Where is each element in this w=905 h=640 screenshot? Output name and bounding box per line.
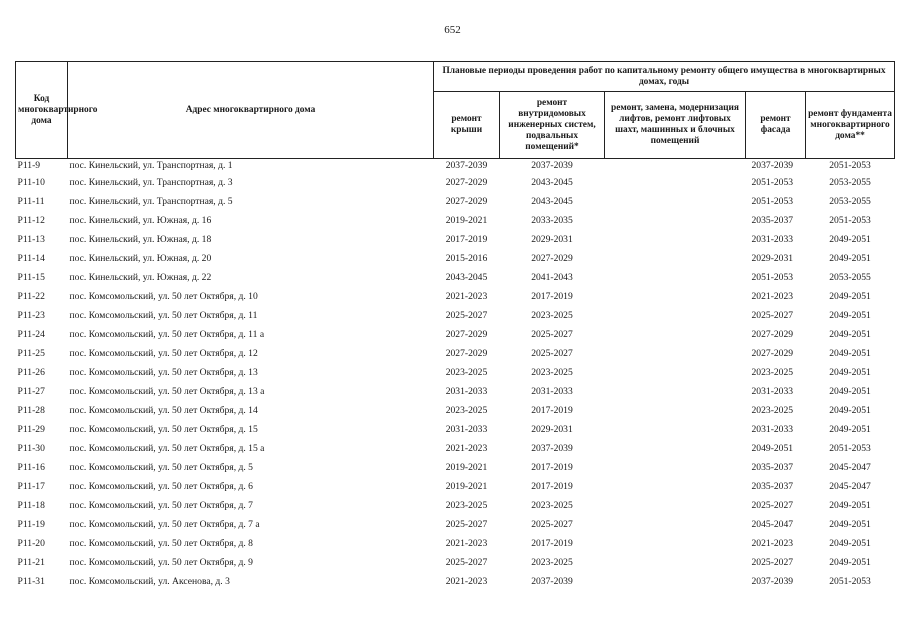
cell-address: пос. Кинельский, ул. Южная, д. 22 (69, 272, 212, 283)
table-row (16, 404, 895, 423)
cell-roof: 2025-2027 (445, 310, 488, 321)
cell-facade: 2025-2027 (751, 310, 794, 321)
cell-foundation: 2049-2051 (829, 557, 871, 568)
cell-engineering: 2023-2025 (531, 367, 573, 378)
header-code: Код многоквартирного дома (16, 62, 68, 159)
cell-foundation: 2045-2047 (829, 462, 871, 473)
cell-foundation: 2049-2051 (829, 405, 871, 416)
cell-lifts (605, 423, 746, 442)
cell-facade: 2045-2047 (751, 519, 794, 530)
cell-engineering: 2041-2043 (531, 272, 573, 283)
table-row (16, 176, 895, 195)
cell-code: P11-31 (17, 576, 45, 587)
cell-lifts (605, 442, 746, 461)
cell-code: P11-17 (17, 481, 45, 492)
cell-foundation: 2049-2051 (829, 367, 871, 378)
cell-code: P11-12 (17, 215, 45, 226)
cell-code: P11-18 (17, 500, 45, 511)
cell-engineering: 2025-2027 (531, 519, 573, 530)
cell-engineering: 2023-2025 (531, 557, 573, 568)
cell-engineering: 2023-2025 (531, 500, 573, 511)
cell-engineering: 2029-2031 (531, 234, 573, 245)
cell-facade: 2051-2053 (751, 272, 794, 283)
cell-lifts (605, 159, 746, 177)
cell-code: P11-19 (17, 519, 45, 530)
cell-roof: 2023-2025 (445, 405, 488, 416)
table-row (16, 328, 895, 347)
cell-engineering: 2043-2045 (531, 196, 573, 207)
cell-address: пос. Комсомольский, ул. 50 лет Октября, д. 15 а (69, 443, 265, 454)
cell-lifts (605, 252, 746, 271)
cell-facade: 2021-2023 (751, 291, 794, 302)
cell-roof: 2043-2045 (445, 272, 488, 283)
cell-lifts (605, 461, 746, 480)
cell-foundation: 2051-2053 (829, 576, 871, 587)
cell-roof: 2027-2029 (445, 196, 488, 207)
cell-foundation: 2051-2053 (829, 215, 871, 226)
table-row (16, 556, 895, 575)
cell-code: P11-21 (17, 557, 45, 568)
cell-facade: 2023-2025 (751, 405, 794, 416)
cell-address: пос. Комсомольский, ул. 50 лет Октября, д. 10 (69, 291, 258, 302)
cell-address: пос. Комсомольский, ул. 50 лет Октября, д. 12 (69, 348, 258, 359)
cell-foundation: 2053-2055 (829, 272, 871, 283)
table-row (16, 518, 895, 537)
cell-facade: 2031-2033 (751, 234, 794, 245)
cell-roof: 2031-2033 (445, 386, 488, 397)
cell-engineering: 2017-2019 (531, 538, 573, 549)
cell-lifts (605, 309, 746, 328)
cell-foundation: 2049-2051 (829, 500, 871, 511)
table-row (16, 385, 895, 404)
table-row (16, 423, 895, 442)
cell-lifts (605, 499, 746, 518)
cell-engineering: 2031-2033 (531, 386, 573, 397)
cell-foundation: 2051-2053 (829, 443, 871, 454)
cell-code: P11-22 (17, 291, 45, 302)
cell-foundation: 2051-2053 (829, 160, 871, 171)
cell-engineering: 2033-2035 (531, 215, 573, 226)
cell-lifts (605, 366, 746, 385)
cell-roof: 2025-2027 (445, 519, 488, 530)
cell-engineering: 2017-2019 (531, 405, 573, 416)
cell-facade: 2027-2029 (751, 348, 794, 359)
cell-address: пос. Комсомольский, ул. 50 лет Октября, д. 6 (69, 481, 253, 492)
cell-foundation: 2053-2055 (829, 177, 871, 188)
cell-address: пос. Кинельский, ул. Южная, д. 18 (69, 234, 212, 245)
header-address: Адрес многоквартирного дома (68, 62, 434, 159)
cell-address: пос. Комсомольский, ул. 50 лет Октября, д. 7 а (69, 519, 260, 530)
cell-engineering: 2017-2019 (531, 481, 573, 492)
cell-lifts (605, 271, 746, 290)
cell-roof: 2027-2029 (445, 348, 488, 359)
cell-lifts (605, 518, 746, 537)
cell-code: P11-25 (17, 348, 45, 359)
cell-engineering: 2029-2031 (531, 424, 573, 435)
cell-lifts (605, 575, 746, 594)
cell-lifts (605, 347, 746, 366)
table-row (16, 480, 895, 499)
cell-facade: 2051-2053 (751, 177, 794, 188)
cell-roof: 2023-2025 (445, 367, 488, 378)
cell-lifts (605, 214, 746, 233)
cell-roof: 2031-2033 (445, 424, 488, 435)
cell-facade: 2029-2031 (751, 253, 794, 264)
cell-code: P11-27 (17, 386, 45, 397)
cell-foundation: 2049-2051 (829, 329, 871, 340)
cell-facade: 2025-2027 (751, 500, 794, 511)
cell-roof: 2019-2021 (445, 481, 488, 492)
cell-facade: 2021-2023 (751, 538, 794, 549)
cell-facade: 2031-2033 (751, 386, 794, 397)
table-row (16, 366, 895, 385)
cell-code: P11-9 (17, 160, 41, 171)
table-row (16, 233, 895, 252)
cell-engineering: 2017-2019 (531, 462, 573, 473)
cell-code: P11-20 (17, 538, 45, 549)
cell-roof: 2027-2029 (445, 177, 488, 188)
cell-foundation: 2049-2051 (829, 519, 871, 530)
cell-facade: 2023-2025 (751, 367, 794, 378)
cell-lifts (605, 537, 746, 556)
cell-lifts (605, 233, 746, 252)
cell-roof: 2025-2027 (445, 557, 488, 568)
cell-lifts (605, 195, 746, 214)
cell-facade: 2049-2051 (751, 443, 794, 454)
cell-foundation: 2045-2047 (829, 481, 871, 492)
cell-roof: 2021-2023 (445, 443, 488, 454)
cell-code: P11-10 (17, 177, 45, 188)
cell-lifts (605, 556, 746, 575)
cell-address: пос. Комсомольский, ул. 50 лет Октября, д. 11 (69, 310, 258, 321)
cell-roof: 2021-2023 (445, 576, 488, 587)
table-row (16, 214, 895, 233)
cell-roof: 2019-2021 (445, 462, 488, 473)
header-periods-title: Плановые периоды проведения работ по капитальному ремонту общего имущества в многоквартирных домах, годы (434, 62, 895, 92)
table-row (16, 499, 895, 518)
header-foundation: ремонт фундамента многоквартирного дома** (806, 92, 895, 159)
cell-facade: 2037-2039 (751, 576, 794, 587)
cell-address: пос. Комсомольский, ул. 50 лет Октября, д. 13 а (69, 386, 265, 397)
cell-code: P11-16 (17, 462, 45, 473)
cell-roof: 2019-2021 (445, 215, 488, 226)
table-row (16, 159, 895, 177)
header-roof: ремонт крыши (434, 92, 500, 159)
cell-code: P11-26 (17, 367, 45, 378)
cell-address: пос. Комсомольский, ул. 50 лет Октября, д. 5 (69, 462, 253, 473)
table-row (16, 537, 895, 556)
cell-address: пос. Комсомольский, ул. 50 лет Октября, д. 7 (69, 500, 253, 511)
cell-address: пос. Комсомольский, ул. 50 лет Октября, д. 14 (69, 405, 258, 416)
cell-engineering: 2037-2039 (531, 443, 573, 454)
cell-foundation: 2053-2055 (829, 196, 871, 207)
cell-address: пос. Кинельский, ул. Транспортная, д. 1 (69, 160, 233, 171)
cell-engineering: 2043-2045 (531, 177, 573, 188)
cell-engineering: 2027-2029 (531, 253, 573, 264)
cell-address: пос. Комсомольский, ул. Аксенова, д. 3 (69, 576, 230, 587)
cell-address: пос. Кинельский, ул. Транспортная, д. 3 (69, 177, 233, 188)
table-row (16, 309, 895, 328)
table-row (16, 271, 895, 290)
cell-engineering: 2025-2027 (531, 348, 573, 359)
cell-address: пос. Комсомольский, ул. 50 лет Октября, д. 13 (69, 367, 258, 378)
cell-lifts (605, 480, 746, 499)
table-body (16, 159, 895, 595)
cell-address: пос. Кинельский, ул. Южная, д. 20 (69, 253, 212, 264)
cell-address: пос. Комсомольский, ул. 50 лет Октября, д. 11 а (69, 329, 265, 340)
cell-address: пос. Комсомольский, ул. 50 лет Октября, д. 15 (69, 424, 258, 435)
cell-foundation: 2049-2051 (829, 386, 871, 397)
cell-engineering: 2023-2025 (531, 310, 573, 321)
cell-facade: 2031-2033 (751, 424, 794, 435)
cell-lifts (605, 290, 746, 309)
cell-lifts (605, 385, 746, 404)
cell-lifts (605, 176, 746, 195)
table-row (16, 195, 895, 214)
cell-facade: 2035-2037 (751, 481, 794, 492)
table-row (16, 575, 895, 594)
cell-foundation: 2049-2051 (829, 291, 871, 302)
cell-facade: 2037-2039 (751, 160, 794, 171)
cell-roof: 2037-2039 (445, 160, 488, 171)
cell-foundation: 2049-2051 (829, 310, 871, 321)
cell-code: P11-30 (17, 443, 45, 454)
cell-roof: 2021-2023 (445, 538, 488, 549)
table-row (16, 252, 895, 271)
cell-facade: 2035-2037 (751, 462, 794, 473)
table-row (16, 347, 895, 366)
page-number: 652 (444, 24, 461, 36)
cell-address: пос. Комсомольский, ул. 50 лет Октября, д. 9 (69, 557, 253, 568)
cell-engineering: 2017-2019 (531, 291, 573, 302)
cell-foundation: 2049-2051 (829, 253, 871, 264)
header-engineering: ремонт внутридомовых инженерных систем, подвальных помещений* (500, 92, 605, 159)
cell-code: P11-15 (17, 272, 45, 283)
cell-facade: 2025-2027 (751, 557, 794, 568)
cell-facade: 2035-2037 (751, 215, 794, 226)
cell-address: пос. Кинельский, ул. Транспортная, д. 5 (69, 196, 233, 207)
cell-code: P11-14 (17, 253, 45, 264)
cell-address: пос. Комсомольский, ул. 50 лет Октября, д. 8 (69, 538, 253, 549)
cell-foundation: 2049-2051 (829, 348, 871, 359)
table-header (16, 62, 895, 159)
cell-facade: 2027-2029 (751, 329, 794, 340)
cell-roof: 2023-2025 (445, 500, 488, 511)
cell-foundation: 2049-2051 (829, 538, 871, 549)
header-facade: ремонт фасада (746, 92, 806, 159)
table-row (16, 442, 895, 461)
cell-roof: 2015-2016 (445, 253, 488, 264)
cell-roof: 2017-2019 (445, 234, 488, 245)
table-row (16, 461, 895, 480)
cell-roof: 2021-2023 (445, 291, 488, 302)
capital-repair-table (15, 61, 895, 594)
cell-lifts (605, 328, 746, 347)
cell-engineering: 2025-2027 (531, 329, 573, 340)
cell-code: P11-23 (17, 310, 45, 321)
cell-engineering: 2037-2039 (531, 576, 573, 587)
cell-engineering: 2037-2039 (531, 160, 573, 171)
cell-code: P11-13 (17, 234, 45, 245)
cell-foundation: 2049-2051 (829, 424, 871, 435)
cell-code: P11-11 (17, 196, 45, 207)
cell-lifts (605, 404, 746, 423)
cell-roof: 2027-2029 (445, 329, 488, 340)
cell-foundation: 2049-2051 (829, 234, 871, 245)
table-row (16, 290, 895, 309)
header-lifts: ремонт, замена, модернизация лифтов, ремонт лифтовых шахт, машинных и блочных помещений (605, 92, 746, 159)
cell-code: P11-29 (17, 424, 45, 435)
cell-code: P11-28 (17, 405, 45, 416)
cell-facade: 2051-2053 (751, 196, 794, 207)
cell-code: P11-24 (17, 329, 45, 340)
cell-address: пос. Кинельский, ул. Южная, д. 16 (69, 215, 212, 226)
